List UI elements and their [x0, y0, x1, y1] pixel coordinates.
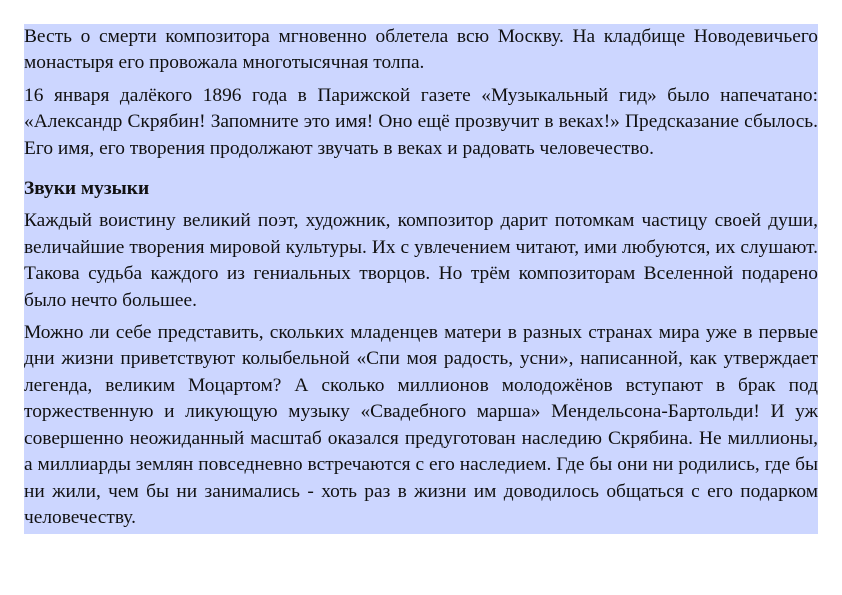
paragraph-paris-newspaper: 16 января далёкого 1896 года в Парижской газете «Музыкальный гид» было напечатано: «Александр Скрябин! Запомните это имя! Оно ещё прозвучит в веках!» Предсказание сбылось. Его имя, его творения продолжают звучать в веках и радовать человечество.: [24, 84, 818, 159]
paragraph-moscow-funeral: Весть о смерти композитора мгновенно облетела всю Москву. На кладбище Новодевичьего монастыря его провожала многотысячная толпа.: [24, 26, 818, 74]
section-heading: Звуки музыки: [24, 178, 150, 200]
paragraph-great-creators: Каждый воистину великий поэт, художник, композитор дарит потомкам частицу своей души, величайшие творения мировой культуры. Их с увлечением читают, ими любуются, их слушают. Такова судьба каждого из гениальных творцов. Но трём композиторам Вселенной подарено было нечто большее.: [24, 210, 818, 311]
paragraph-scriabin-legacy: Можно ли себе представить, скольких младенцев матери в разных странах мира уже в первые дни жизни приветствуют колыбельной «Спи моя радость, усни», написанной, как утверждает легенда, великим Моцартом? А сколько миллионов молодожёнов вступают в брак под торжественную и ликующую музыку «Свадебного марша» Мендельсона-Бартольди! И уж совершенно неожиданный масштаб оказался предуготован наследию Скрябина. Не миллионы, а миллиарды землян повседневно встречаются с его наследием. Где бы они ни родились, где бы ни жили, чем бы ни занимались - хоть раз в жизни им доводилось общаться с его подарком человечеству.: [24, 322, 818, 528]
highlighted-text-block: [24, 24, 818, 534]
